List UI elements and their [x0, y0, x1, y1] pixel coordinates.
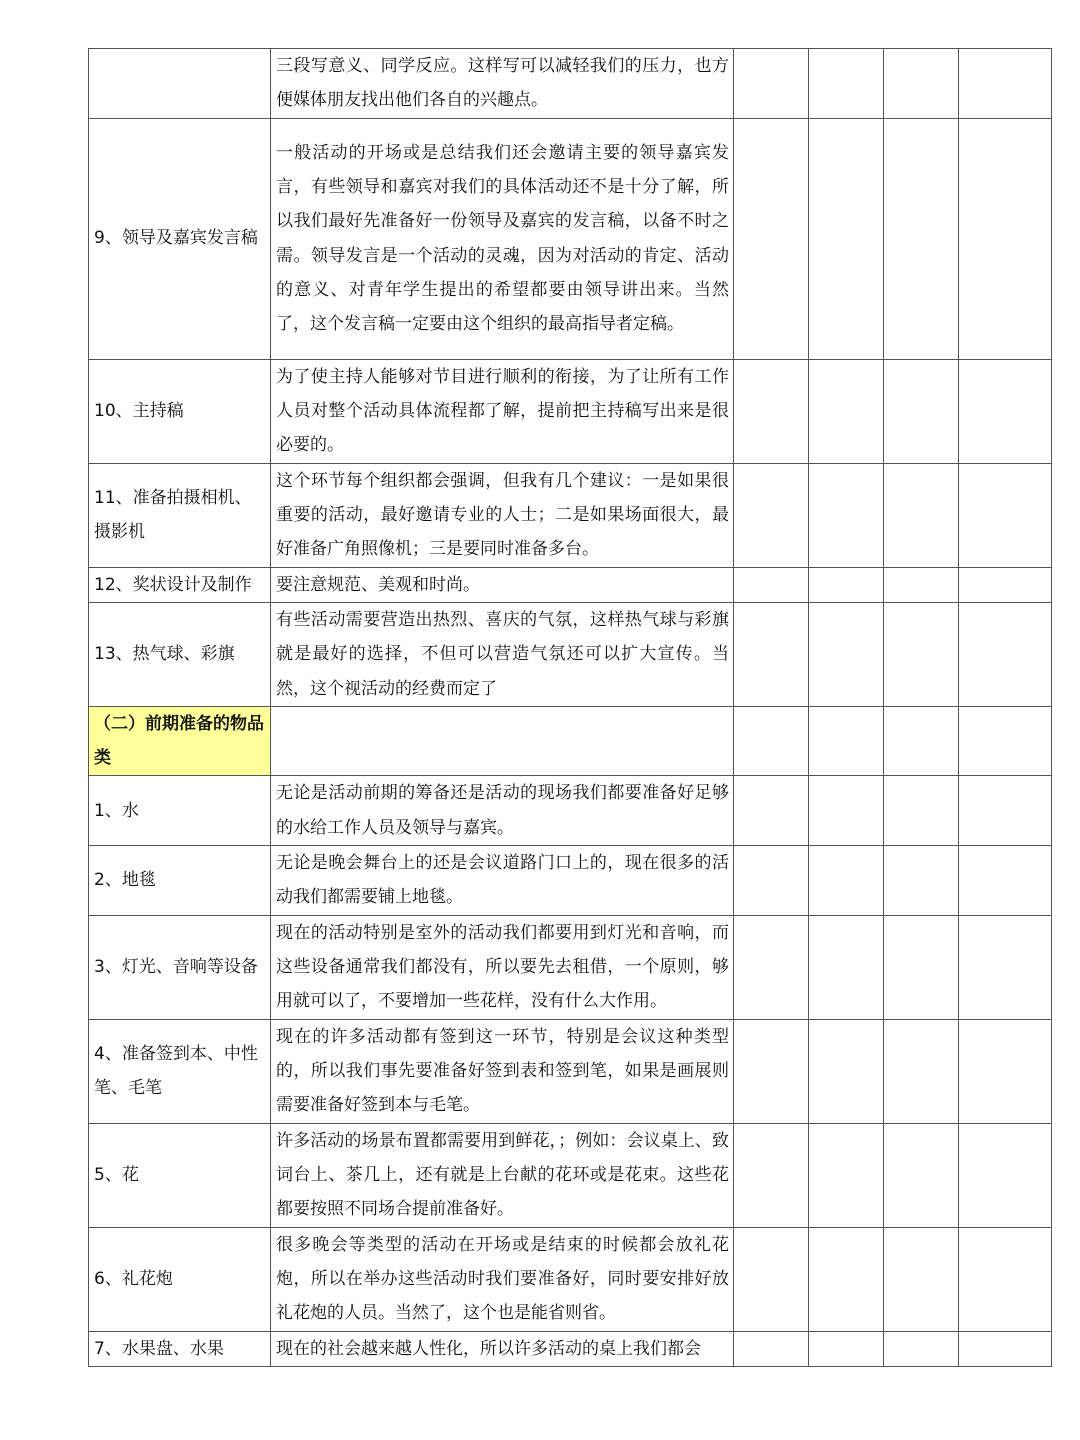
table-row [89, 567, 1052, 602]
blank-cell [959, 706, 1052, 776]
blank-cell [734, 846, 809, 916]
item-description-cell: 很多晚会等类型的活动在开场或是结束的时候都会放礼花炮，所以在举办这些活动时我们要准备好，同时要安排好放礼花炮的人员。当然了，这个也是能省则省。 [271, 1227, 734, 1331]
item-name-cell [89, 49, 271, 119]
table-row [89, 776, 1052, 846]
blank-cell [809, 49, 884, 119]
item-name-cell: 11、准备拍摄相机、摄影机 [89, 463, 271, 567]
item-name-cell: 2、地毯 [89, 846, 271, 916]
blank-cell [884, 1227, 959, 1331]
item-description-cell: 无论是晚会舞台上的还是会议道路门口上的，现在很多的活动我们都需要铺上地毯。 [271, 846, 734, 916]
blank-cell [884, 567, 959, 602]
blank-cell [959, 1123, 1052, 1227]
item-name-cell: 12、奖状设计及制作 [89, 567, 271, 602]
blank-cell [884, 1019, 959, 1123]
table-row [89, 846, 1052, 916]
item-name-cell: 13、热气球、彩旗 [89, 602, 271, 706]
item-description-cell: 现在的社会越来越人性化，所以许多活动的桌上我们都会 [271, 1331, 734, 1366]
blank-cell [959, 463, 1052, 567]
blank-cell [884, 1123, 959, 1227]
section-heading: （二）前期准备的物品类 [89, 706, 271, 776]
blank-cell [809, 1123, 884, 1227]
blank-cell [734, 915, 809, 1019]
blank-cell [734, 118, 809, 359]
table-row [89, 1019, 1052, 1123]
blank-cell [734, 359, 809, 463]
blank-cell [809, 1019, 884, 1123]
table-row [89, 1123, 1052, 1227]
item-description-cell: 一般活动的开场或是总结我们还会邀请主要的领导嘉宾发言，有些领导和嘉宾对我们的具体活动还不是十分了解，所以我们最好先准备好一份领导及嘉宾的发言稿，以备不时之需。领导发言是一个活动的灵魂，因为对活动的肯定、活动的意义、对青年学生提出的希望都要由领导讲出来。当然了，这个发言稿一定要由这个组织的最高指导者定稿。 [271, 118, 734, 359]
blank-cell [959, 1331, 1052, 1366]
item-name-cell: 6、礼花炮 [89, 1227, 271, 1331]
blank-cell [884, 359, 959, 463]
item-description-cell: 要注意规范、美观和时尚。 [271, 567, 734, 602]
blank-cell [959, 776, 1052, 846]
blank-cell [734, 602, 809, 706]
blank-cell [809, 602, 884, 706]
plan-table-body [89, 49, 1052, 1367]
blank-cell [809, 118, 884, 359]
blank-cell [884, 602, 959, 706]
blank-cell [734, 1019, 809, 1123]
item-name-cell: 3、灯光、音响等设备 [89, 915, 271, 1019]
item-description-cell: 现在的许多活动都有签到这一环节，特别是会议这种类型的，所以我们事先要准备好签到表和签到笔，如果是画展则需要准备好签到本与毛笔。 [271, 1019, 734, 1123]
blank-cell [959, 359, 1052, 463]
blank-cell [809, 1227, 884, 1331]
plan-table [88, 48, 1052, 1367]
blank-cell [809, 706, 884, 776]
item-name-cell: 5、花 [89, 1123, 271, 1227]
blank-cell [959, 567, 1052, 602]
table-row [89, 118, 1052, 359]
blank-cell [884, 118, 959, 359]
blank-cell [959, 1019, 1052, 1123]
table-row [89, 49, 1052, 119]
table-row [89, 1331, 1052, 1366]
item-name-cell: 4、准备签到本、中性笔、毛笔 [89, 1019, 271, 1123]
blank-cell [884, 776, 959, 846]
blank-cell [884, 49, 959, 119]
item-name-cell: 9、领导及嘉宾发言稿 [89, 118, 271, 359]
blank-cell [734, 1331, 809, 1366]
table-row [89, 463, 1052, 567]
blank-cell [884, 1331, 959, 1366]
blank-cell [809, 359, 884, 463]
table-row [89, 359, 1052, 463]
blank-cell [959, 118, 1052, 359]
blank-cell [734, 49, 809, 119]
item-description-cell: 这个环节每个组织都会强调，但我有几个建议：一是如果很重要的活动，最好邀请专业的人士；二是如果场面很大，最好准备广角照像机；三是要同时准备多台。 [271, 463, 734, 567]
blank-cell [884, 915, 959, 1019]
table-row [89, 602, 1052, 706]
blank-cell [734, 567, 809, 602]
section-row [89, 706, 1052, 776]
item-name-cell: 10、主持稿 [89, 359, 271, 463]
blank-cell [734, 776, 809, 846]
item-description-cell: 现在的活动特别是室外的活动我们都要用到灯光和音响，而这些设备通常我们都没有，所以要先去租借，一个原则，够用就可以了，不要增加一些花样，没有什么大作用。 [271, 915, 734, 1019]
item-description-cell: 无论是活动前期的筹备还是活动的现场我们都要准备好足够的水给工作人员及领导与嘉宾。 [271, 776, 734, 846]
blank-cell [809, 567, 884, 602]
blank-cell [884, 706, 959, 776]
item-description-cell: 三段写意义、同学反应。这样写可以减轻我们的压力，也方便媒体朋友找出他们各自的兴趣点。 [271, 49, 734, 119]
table-row [89, 915, 1052, 1019]
blank-cell [734, 706, 809, 776]
blank-cell [959, 602, 1052, 706]
blank-cell [959, 846, 1052, 916]
blank-cell [734, 1227, 809, 1331]
blank-cell [809, 846, 884, 916]
item-description-cell: 有些活动需要营造出热烈、喜庆的气氛，这样热气球与彩旗就是最好的选择，不但可以营造气氛还可以扩大宣传。当然，这个视活动的经费而定了 [271, 602, 734, 706]
item-description-cell [271, 706, 734, 776]
item-name-cell: 7、水果盘、水果 [89, 1331, 271, 1366]
item-description-cell: 为了使主持人能够对节目进行顺利的衔接，为了让所有工作人员对整个活动具体流程都了解，提前把主持稿写出来是很必要的。 [271, 359, 734, 463]
item-name-cell: 1、水 [89, 776, 271, 846]
item-description-cell: 许多活动的场景布置都需要用到鲜花，；例如：会议桌上、致词台上、茶几上，还有就是上台献的花环或是花束。这些花都要按照不同场合提前准备好。 [271, 1123, 734, 1227]
blank-cell [959, 1227, 1052, 1331]
blank-cell [734, 1123, 809, 1227]
table-row [89, 1227, 1052, 1331]
blank-cell [959, 49, 1052, 119]
blank-cell [809, 915, 884, 1019]
blank-cell [734, 463, 809, 567]
blank-cell [884, 463, 959, 567]
blank-cell [884, 846, 959, 916]
blank-cell [809, 1331, 884, 1366]
blank-cell [809, 463, 884, 567]
blank-cell [959, 915, 1052, 1019]
blank-cell [809, 776, 884, 846]
